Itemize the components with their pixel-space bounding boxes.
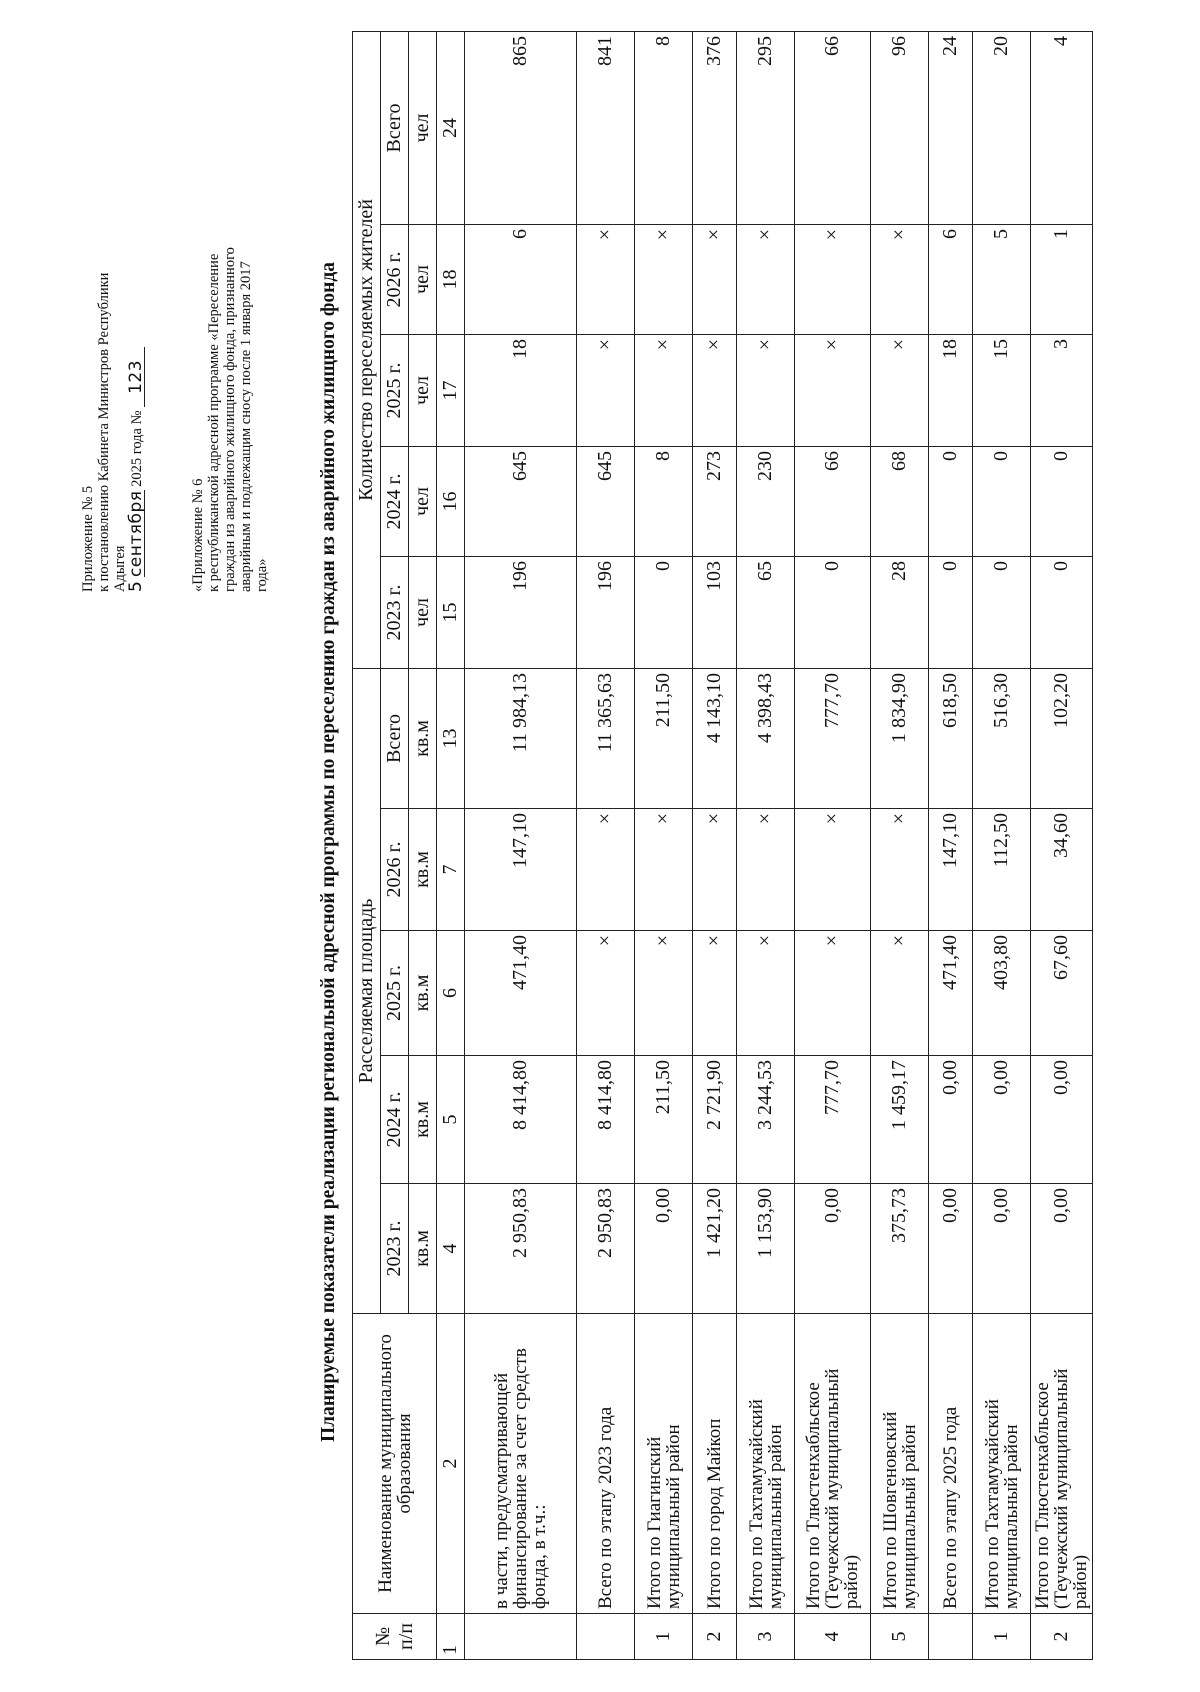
value-cell: × — [693, 809, 737, 931]
table-row — [973, 31, 1031, 1659]
row-number — [465, 1614, 577, 1660]
column-number: 2 — [437, 1314, 465, 1614]
col-header-no: № п/п — [353, 1614, 437, 1660]
row-number — [929, 1614, 973, 1660]
value-cell: × — [871, 334, 929, 446]
value-cell: × — [693, 334, 737, 446]
decree-year: 2025 года № — [129, 410, 145, 487]
value-cell: 471,40 — [929, 931, 973, 1056]
value-cell: 15 — [973, 334, 1031, 446]
value-cell: × — [871, 224, 929, 334]
table-row — [577, 31, 635, 1659]
value-cell: × — [795, 931, 871, 1056]
year-header: 2026 г. — [381, 224, 409, 334]
value-cell: 211,50 — [635, 1056, 693, 1184]
value-cell: 0,00 — [1031, 1184, 1093, 1314]
year-header: Всего — [381, 31, 409, 224]
unit-header: кв.м — [409, 1184, 437, 1314]
value-cell: 0 — [973, 556, 1031, 668]
value-cell: 11 365,63 — [577, 668, 635, 808]
column-number: 7 — [437, 809, 465, 931]
value-cell: 471,40 — [465, 931, 577, 1056]
unit-header: чел — [409, 31, 437, 224]
column-number: 15 — [437, 556, 465, 668]
municipality-name: Итого по Тлюстенхабльское (Теучежский муниципальный район) — [1031, 1314, 1093, 1614]
row-number: 5 — [871, 1614, 929, 1660]
program-note-line-4: аварийным и подлежащим сносу после 1 января 2017 — [238, 261, 254, 592]
unit-header: кв.м — [409, 809, 437, 931]
value-cell: 0 — [929, 556, 973, 668]
column-number: 13 — [437, 668, 465, 808]
value-cell: 34,60 — [1031, 809, 1093, 931]
column-number: 17 — [437, 334, 465, 446]
program-note-line-3: граждан из аварийного жилищного фонда, признанного — [222, 247, 238, 592]
value-cell: 0,00 — [929, 1184, 973, 1314]
col-header-name: Наименование муниципального образования — [353, 1314, 437, 1614]
program-note — [190, 72, 270, 592]
value-cell: 0,00 — [973, 1184, 1031, 1314]
value-cell: 147,10 — [929, 809, 973, 931]
value-cell: 66 — [795, 446, 871, 556]
value-cell: 295 — [737, 31, 795, 224]
value-cell: 96 — [871, 31, 929, 224]
year-header: 2023 г. — [381, 556, 409, 668]
value-cell: 1 153,90 — [737, 1184, 795, 1314]
value-cell: × — [635, 809, 693, 931]
value-cell: 20 — [973, 31, 1031, 224]
value-cell: 0,00 — [973, 1056, 1031, 1184]
value-cell: 103 — [693, 556, 737, 668]
value-cell: × — [577, 224, 635, 334]
column-number: 24 — [437, 31, 465, 224]
value-cell: × — [693, 224, 737, 334]
unit-header: чел — [409, 446, 437, 556]
value-cell: 777,70 — [795, 1056, 871, 1184]
value-cell: 66 — [795, 31, 871, 224]
value-cell: 2 721,90 — [693, 1056, 737, 1184]
value-cell: 0 — [973, 446, 1031, 556]
value-cell: × — [635, 224, 693, 334]
year-header: 2026 г. — [381, 809, 409, 931]
value-cell: 8 414,80 — [465, 1056, 577, 1184]
value-cell: 4 398,43 — [737, 668, 795, 808]
decree-ref-line-2: Адыгея — [112, 545, 128, 592]
value-cell: × — [635, 334, 693, 446]
value-cell: 11 984,13 — [465, 668, 577, 808]
value-cell: × — [795, 334, 871, 446]
table-row — [871, 31, 929, 1659]
resettlement-table — [352, 31, 1093, 1660]
value-cell: 24 — [929, 31, 973, 224]
year-header: Всего — [381, 668, 409, 808]
year-header: 2025 г. — [381, 334, 409, 446]
unit-header: чел — [409, 556, 437, 668]
value-cell: 1 — [1031, 224, 1093, 334]
value-cell: 102,20 — [1031, 668, 1093, 808]
unit-header: кв.м — [409, 931, 437, 1056]
municipality-name: Всего по этапу 2025 года — [929, 1314, 973, 1614]
row-number: 4 — [795, 1614, 871, 1660]
column-number: 5 — [437, 1056, 465, 1184]
table-row — [635, 31, 693, 1659]
value-cell: × — [737, 224, 795, 334]
value-cell: 375,73 — [871, 1184, 929, 1314]
value-cell: 1 834,90 — [871, 668, 929, 808]
value-cell: 196 — [465, 556, 577, 668]
value-cell: 4 — [1031, 31, 1093, 224]
municipality-name: Итого по Тлюстенхабльское (Теучежский муниципальный район) — [795, 1314, 871, 1614]
decree-ref-line: к постановлению Кабинета Министров Республики — [96, 272, 112, 592]
column-number: 4 — [437, 1184, 465, 1314]
year-header: 2023 г. — [381, 1184, 409, 1314]
value-cell: 0 — [929, 446, 973, 556]
table-row — [929, 31, 973, 1659]
value-cell: 3 244,53 — [737, 1056, 795, 1184]
row-number: 2 — [693, 1614, 737, 1660]
value-cell: 8 — [635, 31, 693, 224]
municipality-name: Итого по город Майкоп — [693, 1314, 737, 1614]
value-cell: × — [871, 931, 929, 1056]
row-number: 2 — [1031, 1614, 1093, 1660]
value-cell: 28 — [871, 556, 929, 668]
value-cell: 403,80 — [973, 931, 1031, 1056]
value-cell: 645 — [465, 446, 577, 556]
value-cell: 112,50 — [973, 809, 1031, 931]
program-note-line-1: «Приложение № 6 — [190, 478, 206, 592]
municipality-name: Всего по этапу 2023 года — [577, 1314, 635, 1614]
group-header-people: Количество переселяемых жителей — [353, 31, 381, 668]
municipality-name: в части, предусматривающей финансирование за счет средств фонда, в т.ч.: — [465, 1314, 577, 1614]
table-row — [1031, 31, 1093, 1659]
value-cell: 618,50 — [929, 668, 973, 808]
value-cell: 0,00 — [1031, 1056, 1093, 1184]
value-cell: 2 950,83 — [465, 1184, 577, 1314]
year-header: 2024 г. — [381, 1056, 409, 1184]
value-cell: 841 — [577, 31, 635, 224]
value-cell: × — [693, 931, 737, 1056]
value-cell: 4 143,10 — [693, 668, 737, 808]
value-cell: 0 — [795, 556, 871, 668]
decree-month: сентября — [126, 490, 146, 578]
decree-day: 5 — [126, 580, 146, 592]
table-row — [465, 31, 577, 1659]
value-cell: 6 — [929, 224, 973, 334]
value-cell: × — [635, 931, 693, 1056]
value-cell: 67,60 — [1031, 931, 1093, 1056]
value-cell: 5 — [973, 224, 1031, 334]
value-cell: 8 414,80 — [577, 1056, 635, 1184]
program-note-line-5: года» — [254, 558, 270, 592]
row-number: 3 — [737, 1614, 795, 1660]
municipality-name: Итого по Гиагинский муниципальный район — [635, 1314, 693, 1614]
value-cell: × — [737, 931, 795, 1056]
value-cell: 645 — [577, 446, 635, 556]
value-cell: × — [795, 224, 871, 334]
municipality-name: Итого по Шовгеновский муниципальный район — [871, 1314, 929, 1614]
decree-header — [80, 72, 145, 592]
program-note-line-2: к республиканской адресной программе «Переселение — [206, 253, 222, 592]
column-number: 1 — [437, 1614, 465, 1660]
year-header: 2024 г. — [381, 446, 409, 556]
value-cell: 516,30 — [973, 668, 1031, 808]
value-cell: 777,70 — [795, 668, 871, 808]
decree-date-line — [128, 72, 145, 592]
value-cell: 376 — [693, 31, 737, 224]
value-cell: 3 — [1031, 334, 1093, 446]
value-cell: 147,10 — [465, 809, 577, 931]
decree-number: 123 — [128, 347, 145, 407]
value-cell: × — [737, 334, 795, 446]
column-number: 18 — [437, 224, 465, 334]
value-cell: 2 950,83 — [577, 1184, 635, 1314]
table-row — [795, 31, 871, 1659]
value-cell: 273 — [693, 446, 737, 556]
value-cell: 65 — [737, 556, 795, 668]
municipality-name: Итого по Тахтамукайский муниципальный район — [973, 1314, 1031, 1614]
value-cell: 230 — [737, 446, 795, 556]
table-body — [465, 31, 1093, 1659]
unit-header: чел — [409, 224, 437, 334]
value-cell: 68 — [871, 446, 929, 556]
value-cell: 0,00 — [929, 1056, 973, 1184]
group-header-area: Расселяемая площадь — [353, 668, 381, 1313]
value-cell: 0,00 — [795, 1184, 871, 1314]
column-numbers-row — [437, 31, 465, 1659]
value-cell: 1 421,20 — [693, 1184, 737, 1314]
value-cell: × — [577, 334, 635, 446]
column-number: 6 — [437, 931, 465, 1056]
page-title: Планируемые показатели реализации региональной адресной программы по переселению граждан из аварийного жилищного фонда — [318, 262, 339, 1443]
value-cell: 0 — [1031, 446, 1093, 556]
value-cell: × — [871, 809, 929, 931]
row-number — [577, 1614, 635, 1660]
value-cell: 6 — [465, 224, 577, 334]
table-row — [693, 31, 737, 1659]
value-cell: 18 — [929, 334, 973, 446]
unit-header: кв.м — [409, 1056, 437, 1184]
value-cell: 211,50 — [635, 668, 693, 808]
value-cell: 0,00 — [635, 1184, 693, 1314]
value-cell: 865 — [465, 31, 577, 224]
value-cell: 8 — [635, 446, 693, 556]
value-cell: 0 — [1031, 556, 1093, 668]
value-cell: × — [577, 931, 635, 1056]
value-cell: 18 — [465, 334, 577, 446]
row-number: 1 — [973, 1614, 1031, 1660]
appendix-label: Приложение № 5 — [80, 485, 96, 592]
column-number: 16 — [437, 446, 465, 556]
year-header: 2025 г. — [381, 931, 409, 1056]
table-row — [737, 31, 795, 1659]
value-cell: × — [795, 809, 871, 931]
value-cell: × — [577, 809, 635, 931]
value-cell: 0 — [635, 556, 693, 668]
value-cell: 1 459,17 — [871, 1056, 929, 1184]
municipality-name: Итого по Тахтамукайский муниципальный район — [737, 1314, 795, 1614]
value-cell: 196 — [577, 556, 635, 668]
row-number: 1 — [635, 1614, 693, 1660]
value-cell: × — [737, 809, 795, 931]
unit-header: чел — [409, 334, 437, 446]
unit-header: кв.м — [409, 668, 437, 808]
